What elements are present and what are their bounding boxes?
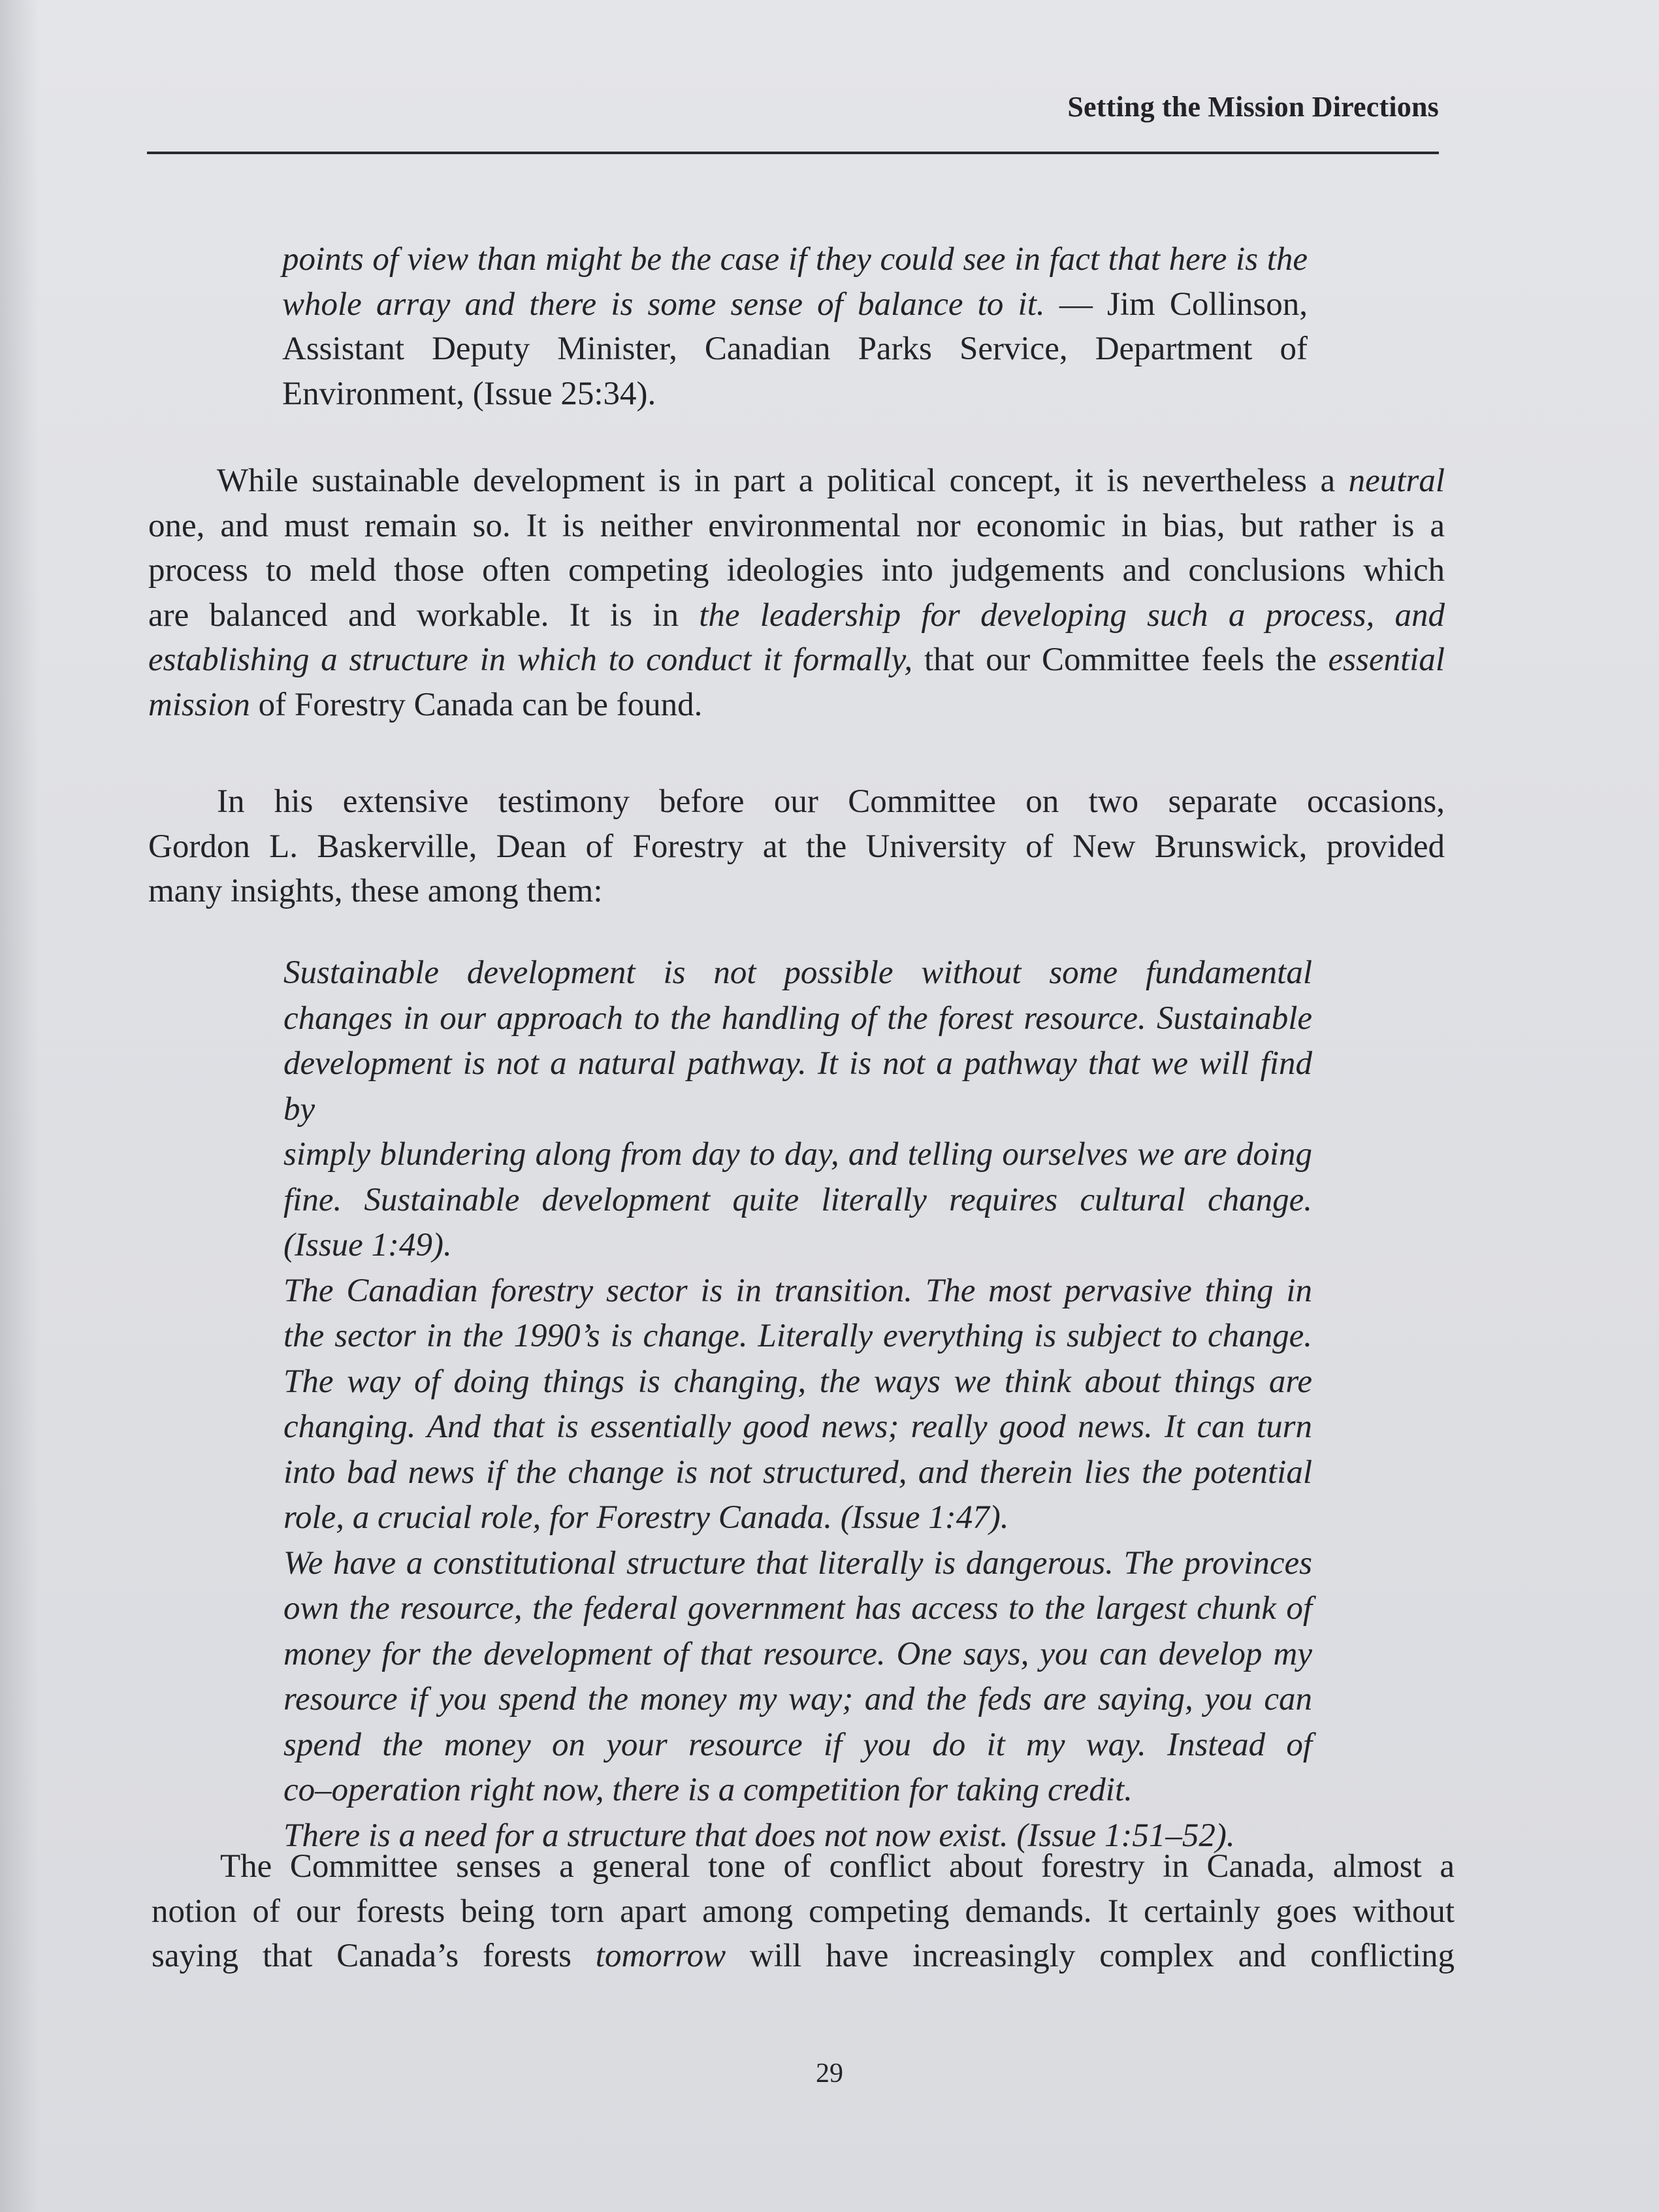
paragraph-2-line-1: In his extensive testimony before our Committee on two separate occasions, bbox=[217, 783, 1445, 820]
paragraph-committee-conflict bbox=[152, 1844, 1455, 1979]
page-edge-shadow bbox=[0, 0, 39, 2212]
quote-baskerville-line-13: We have a constitutional structure that literally is dangerous. The provinces bbox=[283, 1544, 1312, 1582]
quote-baskerville-line-12: role, a crucial role, for Forestry Canada. (Issue 1:47). bbox=[283, 1499, 1009, 1536]
quote-baskerville-line-10: changing. And that is essentially good news; really good news. It can turn bbox=[283, 1408, 1312, 1445]
paragraph-1-line-6: mission of Forestry Canada can be found. bbox=[148, 686, 703, 723]
paragraph-3-line-2: notion of our forests being torn apart among competing demands. It certainly goes without bbox=[152, 1893, 1455, 1930]
quote-baskerville bbox=[283, 951, 1312, 1859]
quote-baskerville-line-15: money for the development of that resource. One says, you can develop my bbox=[283, 1635, 1312, 1672]
paragraph-3-line-1: The Committee senses a general tone of conflict about forestry in Canada, almost a bbox=[220, 1848, 1455, 1885]
paragraph-2-line-3: many insights, these among them: bbox=[148, 873, 603, 909]
running-header-title: Setting the Mission Directions bbox=[1067, 91, 1439, 123]
quote-baskerville-line-7: The Canadian forestry sector is in transition. The most pervasive thing in bbox=[283, 1272, 1312, 1309]
paragraph-baskerville-intro bbox=[148, 779, 1445, 914]
quote-baskerville-line-9: The way of doing things is changing, the ways we think about things are bbox=[283, 1363, 1312, 1400]
quote-baskerville-line-17: spend the money on your resource if you do it my way. Instead of bbox=[283, 1726, 1312, 1763]
quote-baskerville-line-2: changes in our approach to the handling of the forest resource. Sustainable bbox=[283, 1000, 1312, 1037]
quote-baskerville-line-4: simply blundering along from day to day, and telling ourselves we are doing bbox=[283, 1136, 1312, 1173]
quote-baskerville-line-14: own the resource, the federal government has access to the largest chunk of bbox=[283, 1590, 1312, 1627]
quote-collinson bbox=[282, 237, 1308, 416]
paragraph-1-line-5: establishing a structure in which to conduct it formally, that our Committee feels the essential bbox=[148, 642, 1445, 678]
quote-collinson-line-4: Environment, (Issue 25:34). bbox=[282, 375, 656, 412]
paragraph-1-line-1: While sustainable development is in part a political concept, it is nevertheless a neutral bbox=[217, 463, 1445, 499]
quote-baskerville-line-11: into bad news if the change is not structured, and therein lies the potential bbox=[283, 1454, 1312, 1491]
paragraph-1-line-3: process to meld those often competing ideologies into judgements and conclusions which bbox=[148, 552, 1445, 589]
paragraph-3-line-3: saying that Canada’s forests tomorrow will have increasingly complex and conflicting bbox=[152, 1938, 1455, 1974]
quote-collinson-line-2: whole array and there is some sense of balance to it. — Jim Collinson, bbox=[282, 285, 1308, 323]
quote-baskerville-line-18: co–operation right now, there is a competition for taking credit. bbox=[283, 1772, 1133, 1808]
quote-baskerville-line-8: the sector in the 1990’s is change. Literally everything is subject to change. bbox=[283, 1318, 1312, 1354]
quote-baskerville-line-3: development is not a natural pathway. It is not a pathway that we will find by bbox=[283, 1045, 1312, 1128]
quote-collinson-line-1: points of view than might be the case if they could see in fact that here is the bbox=[282, 241, 1308, 278]
quote-baskerville-line-6: (Issue 1:49). bbox=[283, 1227, 452, 1263]
paragraph-1-line-2: one, and must remain so. It is neither environmental nor economic in bias, but rather is a bbox=[148, 507, 1445, 544]
quote-baskerville-line-19: There is a need for a structure that does not now exist. (Issue 1:51–52). bbox=[283, 1817, 1235, 1854]
quote-baskerville-line-5: fine. Sustainable development quite literally requires cultural change. bbox=[283, 1181, 1312, 1218]
paragraph-1-line-4: are balanced and workable. It is in the leadership for developing such a process, and bbox=[148, 596, 1445, 634]
paragraph-2-line-2: Gordon L. Baskerville, Dean of Forestry at the University of New Brunswick, provided bbox=[148, 828, 1445, 865]
quote-baskerville-line-1: Sustainable development is not possible without some fundamental bbox=[283, 954, 1312, 991]
quote-baskerville-line-16: resource if you spend the money my way; and the feds are saying, you can bbox=[283, 1681, 1312, 1717]
page-number: 29 bbox=[816, 2058, 843, 2089]
paragraph-sustainable-development bbox=[148, 459, 1445, 727]
quote-collinson-line-3: Assistant Deputy Minister, Canadian Parks Service, Department of bbox=[282, 331, 1308, 367]
header-rule bbox=[147, 152, 1439, 154]
